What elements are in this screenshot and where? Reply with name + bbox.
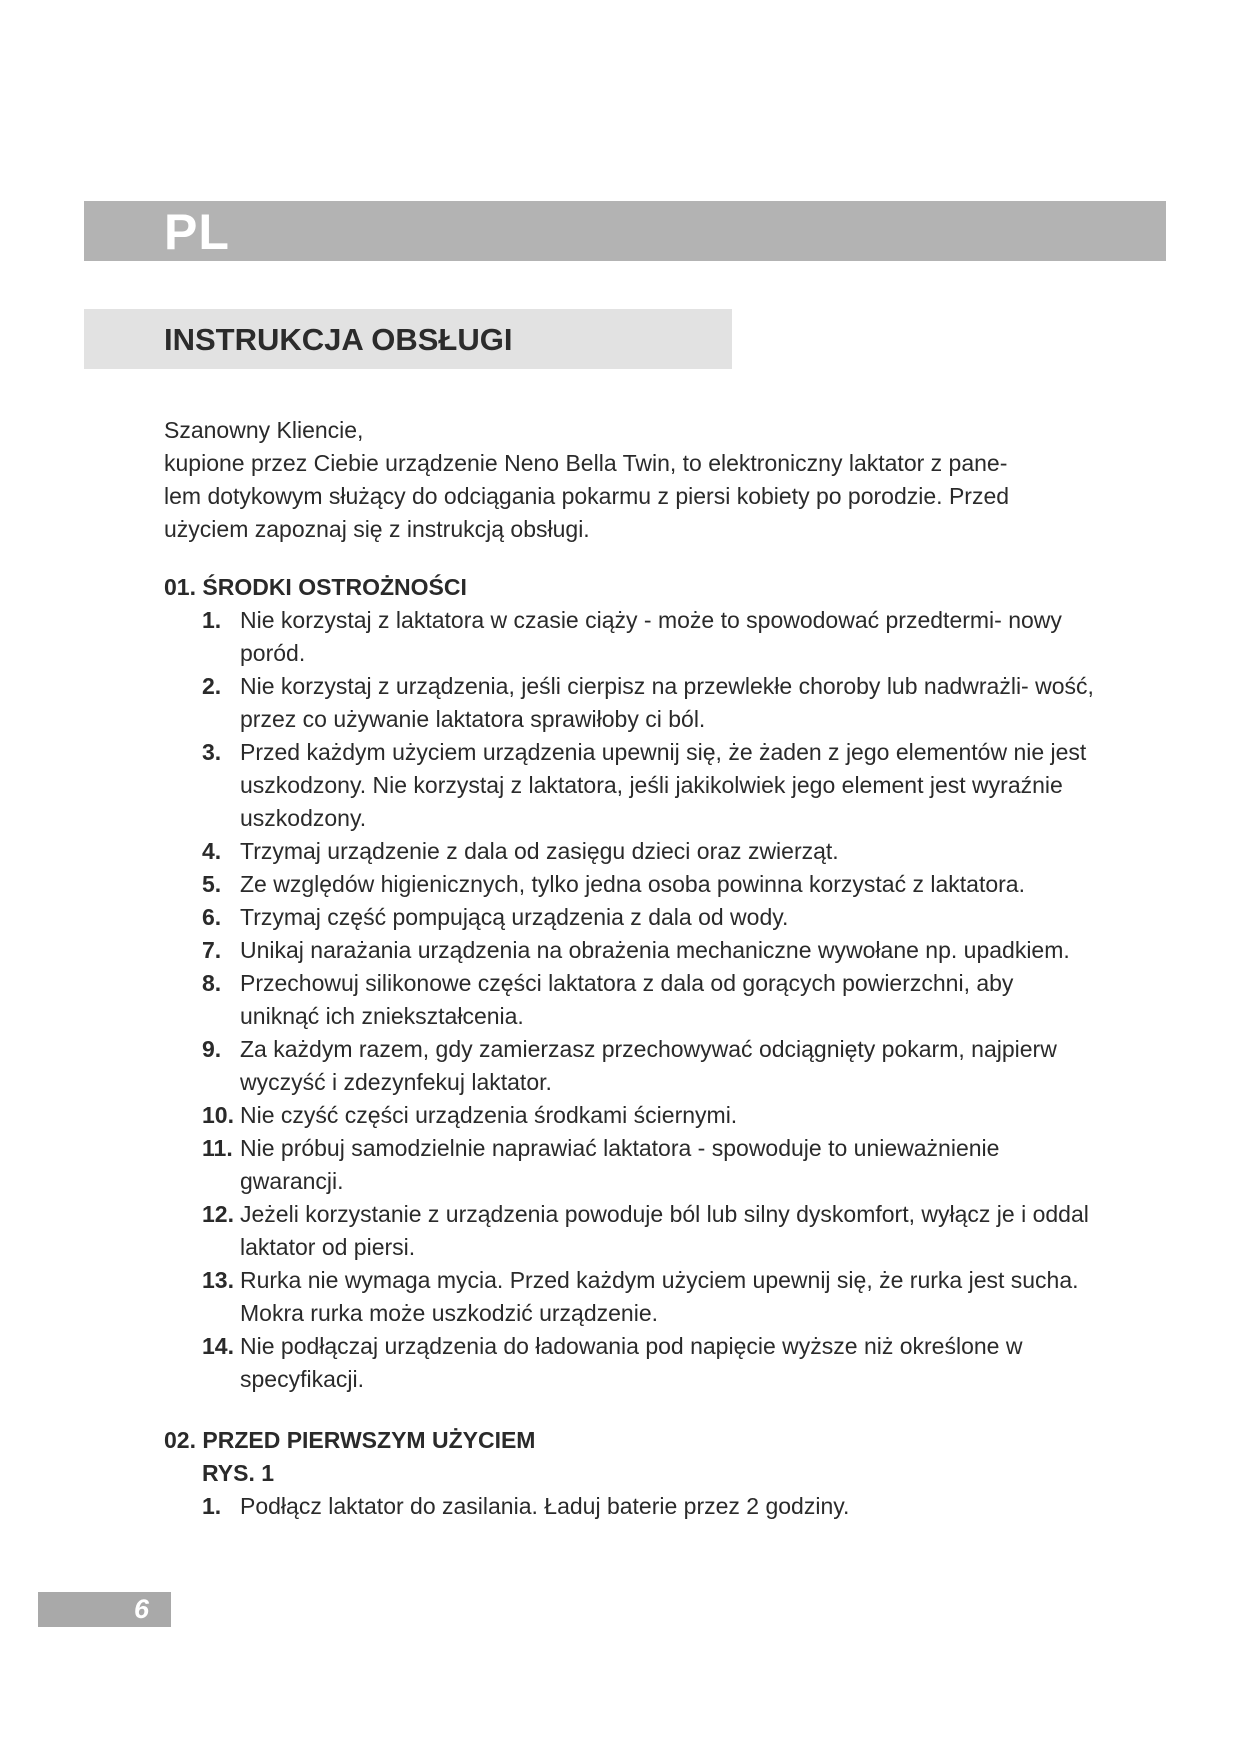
list-item xyxy=(202,604,1094,670)
item-number: 7. xyxy=(202,937,222,963)
list-item xyxy=(202,736,1094,835)
item-number: 9. xyxy=(202,1036,222,1062)
item-text: Nie czyść części urządzenia środkami ściernymi. xyxy=(240,1102,738,1128)
item-text: Trzymaj część pompującą urządzenia z dala od wody. xyxy=(240,904,789,930)
intro-line: kupione przez Ciebie urządzenie Neno Bella Twin, to elektroniczny laktator z pane- xyxy=(164,450,1008,476)
item-text: Nie próbuj samodzielnie naprawiać laktatora - spowoduje to unieważnienie gwarancji. xyxy=(240,1135,1000,1194)
item-number: 12. xyxy=(202,1201,234,1227)
page-title: INSTRUKCJA OBSŁUGI xyxy=(164,322,513,357)
list-item xyxy=(202,1490,1094,1523)
intro-greeting: Szanowny Kliencie, xyxy=(164,417,364,443)
section-heading-precautions: 01. ŚRODKI OSTROŻNOŚCI xyxy=(164,574,467,600)
section-heading-before-first-use: 02. PRZED PIERWSZYM UŻYCIEM xyxy=(164,1427,536,1453)
figure-label: RYS. 1 xyxy=(202,1460,275,1486)
list-item xyxy=(202,967,1094,1033)
page-number: 6 xyxy=(133,1594,149,1624)
list-item xyxy=(202,1033,1094,1099)
list-item xyxy=(202,1198,1094,1264)
page-number-box xyxy=(38,1592,171,1627)
item-text: Nie korzystaj z laktatora w czasie ciąży - może to spowodować przedtermi- nowy poród. xyxy=(240,607,1062,666)
list-item xyxy=(202,835,1094,868)
item-text: Unikaj narażania urządzenia na obrażenia mechaniczne wywołane np. upadkiem. xyxy=(240,937,1070,963)
list-item xyxy=(202,868,1094,901)
precautions-list xyxy=(164,604,1094,1396)
item-text: Trzymaj urządzenie z dala od zasięgu dzieci oraz zwierząt. xyxy=(240,838,839,864)
first-use-list xyxy=(164,1490,1094,1523)
item-text: Rurka nie wymaga mycia. Przed każdym użyciem upewnij się, że rurka jest sucha. Mokra rurka może uszkodzić urządzenie. xyxy=(240,1267,1079,1326)
item-text: Za każdym razem, gdy zamierzasz przechowywać odciągnięty pokarm, najpierw wyczyść i zdezynfekuj laktator. xyxy=(240,1036,1057,1095)
item-number: 2. xyxy=(202,673,222,699)
item-text: Podłącz laktator do zasilania. Ładuj baterie przez 2 godziny. xyxy=(240,1493,850,1519)
list-item xyxy=(202,1099,1094,1132)
list-item xyxy=(202,934,1094,967)
item-number: 10. xyxy=(202,1102,234,1128)
item-number: 5. xyxy=(202,871,222,897)
item-number: 13. xyxy=(202,1267,234,1293)
intro-paragraph xyxy=(164,414,1094,546)
item-text: Przed każdym użyciem urządzenia upewnij się, że żaden z jego elementów nie jest uszkodzony. Nie korzystaj z laktatora, jeśli jakikolwiek jego element jest wyraźnie uszkodzony. xyxy=(240,739,1087,831)
list-item xyxy=(202,1330,1094,1396)
list-item xyxy=(202,1132,1094,1198)
item-number: 14. xyxy=(202,1333,234,1359)
item-number: 1. xyxy=(202,1493,222,1519)
item-number: 1. xyxy=(202,607,222,633)
list-item xyxy=(202,901,1094,934)
item-number: 6. xyxy=(202,904,222,930)
item-number: 4. xyxy=(202,838,222,864)
item-text: Ze względów higienicznych, tylko jedna osoba powinna korzystać z laktatora. xyxy=(240,871,1025,897)
intro-line: lem dotykowym służący do odciągania pokarmu z piersi kobiety po porodzie. Przed xyxy=(164,483,1010,509)
item-number: 3. xyxy=(202,739,222,765)
document-body xyxy=(164,414,1094,1523)
list-item xyxy=(202,1264,1094,1330)
item-text: Nie podłączaj urządzenia do ładowania pod napięcie wyższe niż określone w specyfikacji. xyxy=(240,1333,1023,1392)
list-item xyxy=(202,670,1094,736)
item-text: Przechowuj silikonowe części laktatora z dala od gorących powierzchni, aby uniknąć ich zniekształcenia. xyxy=(240,970,1014,1029)
item-number: 11. xyxy=(202,1135,233,1161)
title-banner xyxy=(84,309,732,369)
item-text: Nie korzystaj z urządzenia, jeśli cierpisz na przewlekłe choroby lub nadwrażli- wość, przez co używanie laktatora sprawiłoby ci ból. xyxy=(240,673,1094,732)
item-number: 8. xyxy=(202,970,222,996)
language-banner xyxy=(84,201,1166,261)
item-text: Jeżeli korzystanie z urządzenia powoduje ból lub silny dyskomfort, wyłącz je i oddal laktator od piersi. xyxy=(240,1201,1089,1260)
language-code: PL xyxy=(164,204,230,260)
intro-line: użyciem zapoznaj się z instrukcją obsługi. xyxy=(164,516,590,542)
